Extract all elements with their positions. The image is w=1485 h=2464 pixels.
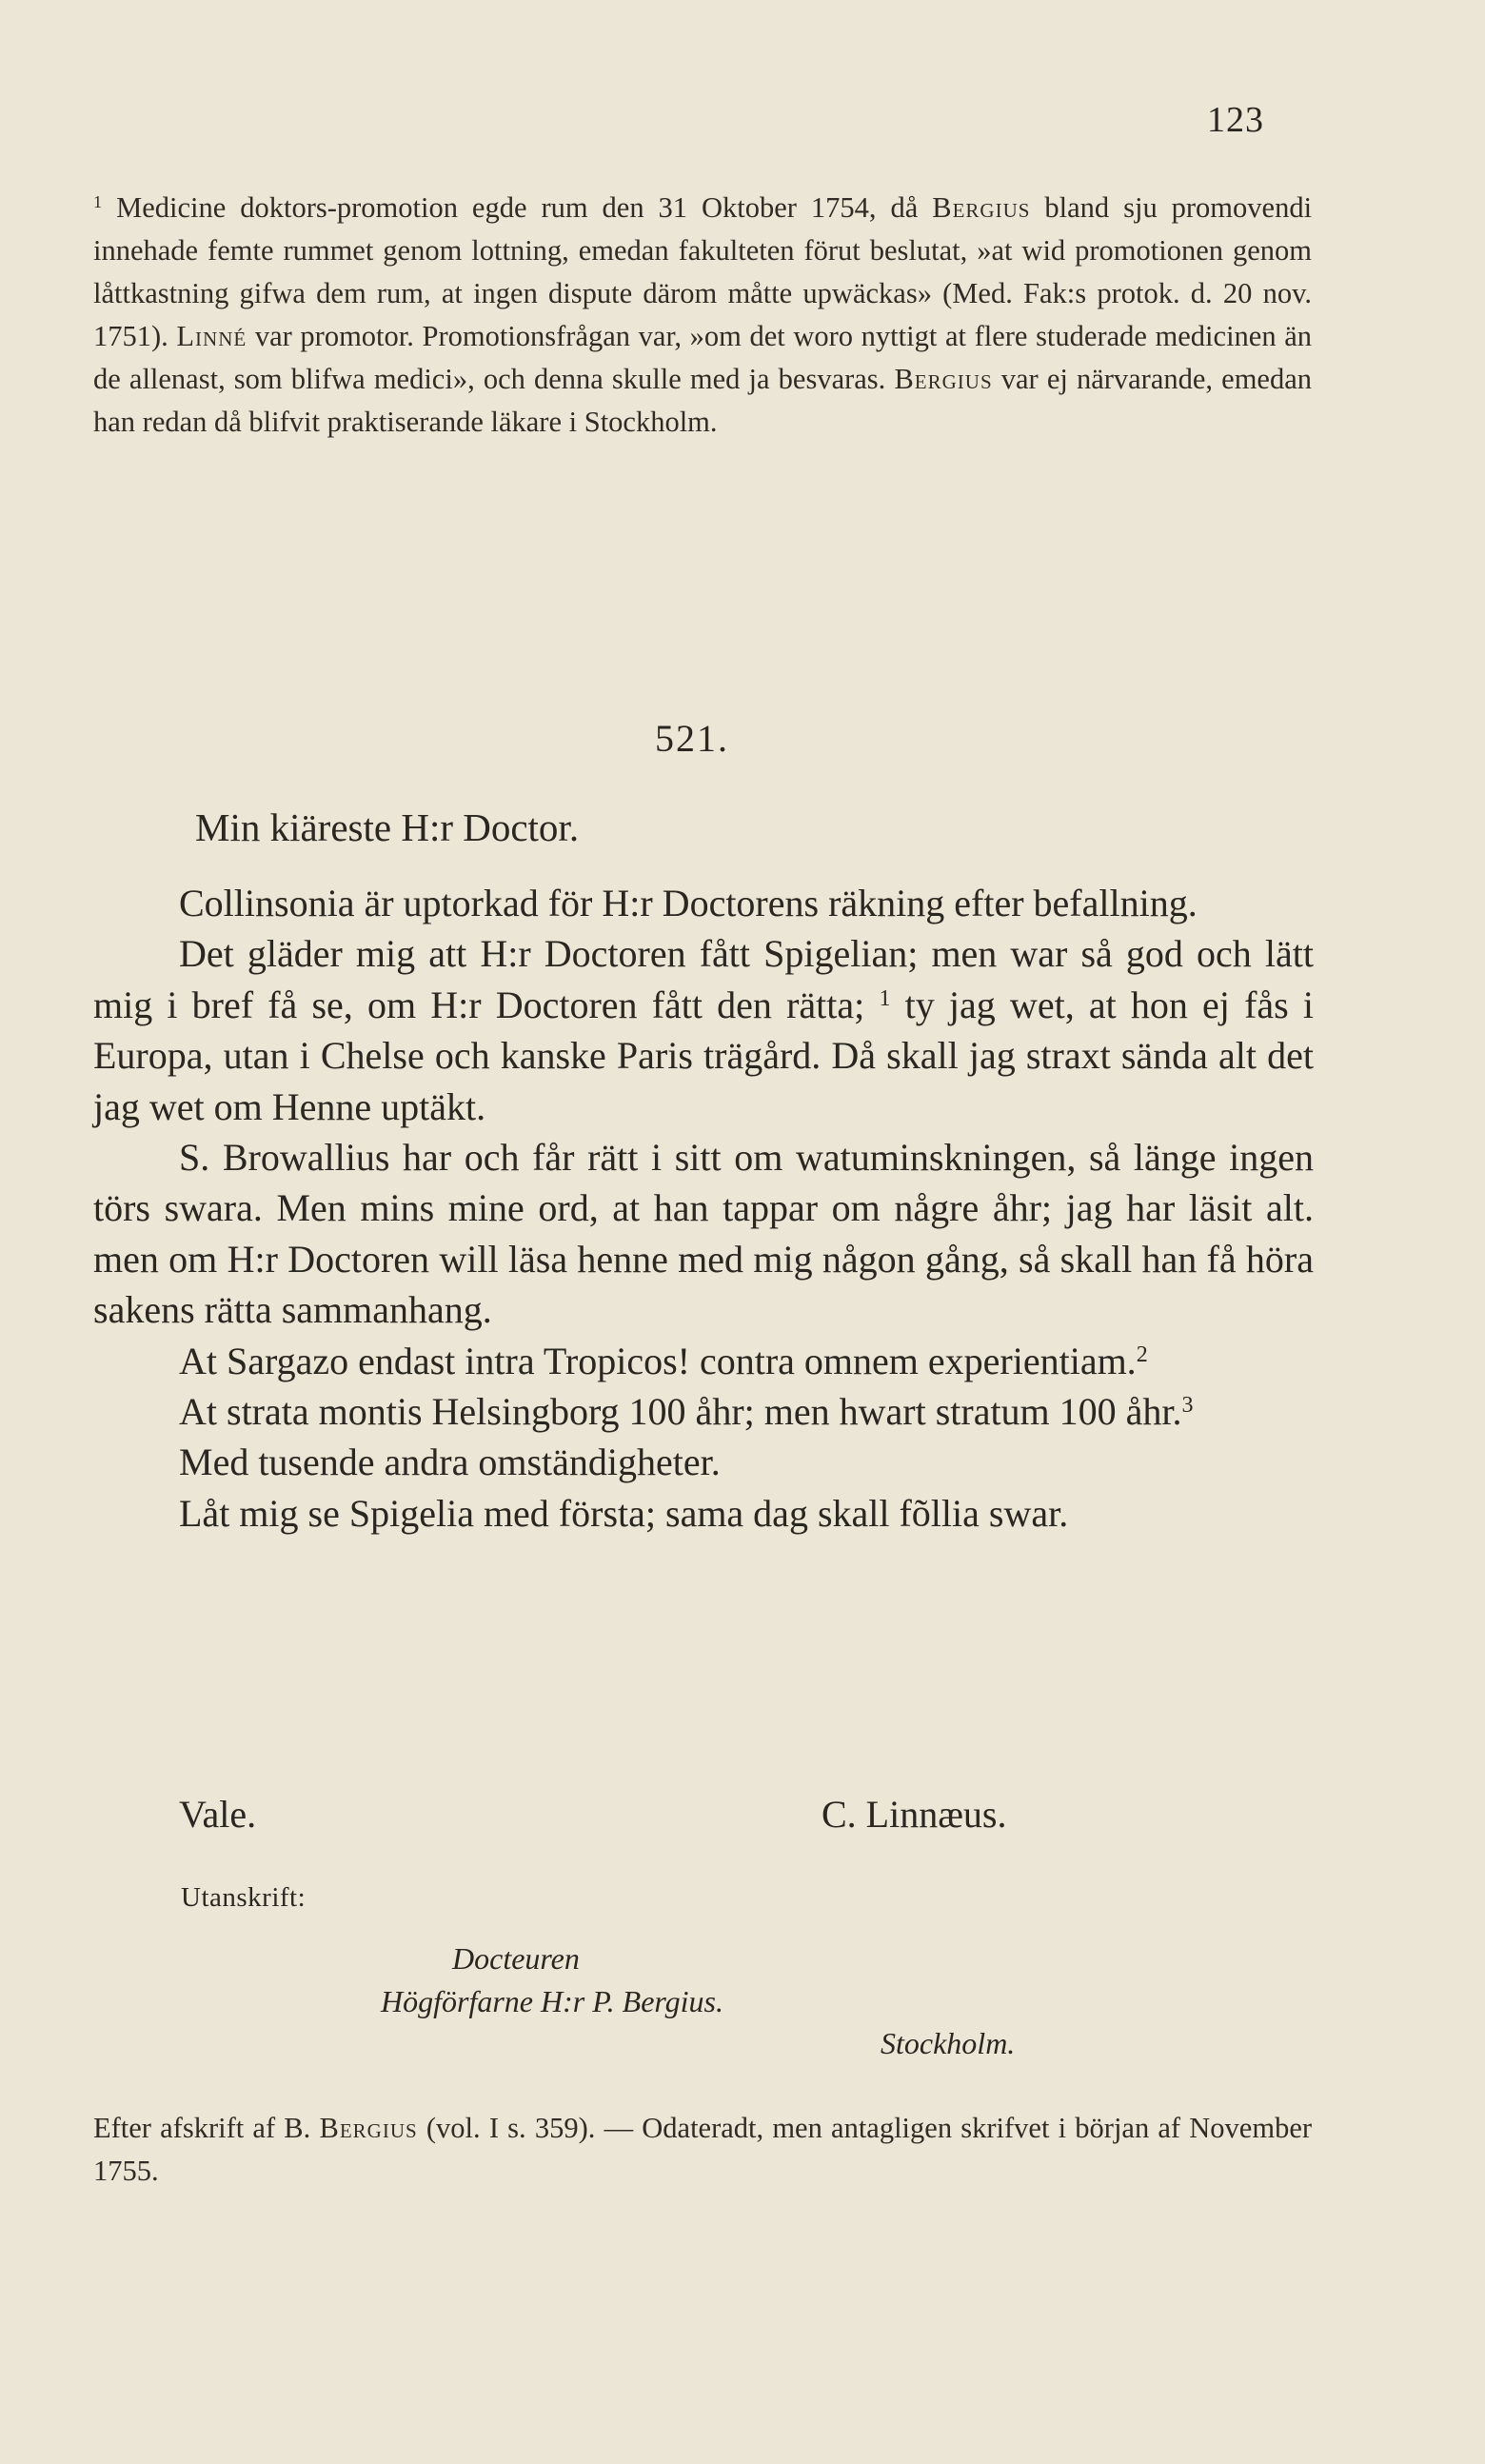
letter-salutation: Min kiäreste H:r Doctor. bbox=[195, 805, 580, 849]
letter-closing: Vale. bbox=[179, 1793, 257, 1836]
address-line-city: Stockholm. bbox=[881, 2026, 1016, 2060]
letter-body bbox=[93, 878, 1314, 1539]
letter-text: At Sargazo endast intra Tropicos! contra omnem experientiam. bbox=[179, 1339, 1137, 1382]
letter-paragraph: Collinsonia är uptorkad för H:r Doctorens räkning efter befallning. bbox=[179, 882, 1198, 924]
footnote-reference: 2 bbox=[1136, 1341, 1148, 1367]
source-note-name: Bergius bbox=[319, 2112, 418, 2144]
footnote-text-part1: Medicine doktors-promotion egde rum den 31 Oktober 1754, då bbox=[116, 191, 919, 224]
footnote-reference: 1 bbox=[879, 985, 891, 1011]
letter-number: 521. bbox=[655, 717, 729, 760]
footnote-name-linne: Linné bbox=[176, 320, 248, 352]
address-line-recipient-name: Högförfarne H:r P. Bergius. bbox=[381, 1984, 723, 2018]
address-heading: Utanskrift: bbox=[181, 1882, 307, 1913]
footnote-text-part4: var ej närvarande, emedan han redan då blifvit praktiserande läkare i Stockholm. bbox=[93, 363, 1312, 438]
footnote-text-part3: var promotor. Promotionsfrågan var, »om det woro nyttigt at flere studerade medicinen än de allenast, som blifwa medici», och denna skulle med ja besvaras. bbox=[93, 320, 1312, 395]
footnote bbox=[93, 187, 1312, 444]
letter-text: ty jag wet, at hon ej fås i Europa, utan i Chelse och kanske Paris trägård. Då skall jag straxt sända alt det jag wet om Henne uptäkt. bbox=[93, 983, 1315, 1128]
letter-paragraph bbox=[93, 1336, 1314, 1386]
footnote-name-bergius: Bergius bbox=[932, 191, 1031, 224]
source-note bbox=[93, 2107, 1312, 2193]
page-number: 123 bbox=[1207, 100, 1264, 140]
footnote-name-bergius-2: Bergius bbox=[894, 363, 993, 395]
source-note-part1: Efter afskrift af B. bbox=[93, 2112, 311, 2144]
letter-paragraph: Med tusende andra omständigheter. bbox=[179, 1441, 721, 1484]
source-note-part2: (vol. I s. 359). — Odateradt, men antagligen skrifvet i början af November 1755. bbox=[93, 2112, 1313, 2187]
letter-paragraph bbox=[93, 1386, 1314, 1437]
letter-text: At strata montis Helsingborg 100 åhr; men hwart stratum 100 åhr. bbox=[179, 1390, 1182, 1434]
letter-closing-line bbox=[179, 1792, 1131, 1837]
address-line-recipient-title: Docteuren bbox=[452, 1941, 580, 1976]
letter-paragraph: Låt mig se Spigelia med första; sama dag skall fõllia swar. bbox=[179, 1491, 1069, 1535]
letter-signature: C. Linnæus. bbox=[822, 1793, 1007, 1836]
footnote-reference: 3 bbox=[1181, 1392, 1194, 1418]
letter-text: Det gläder mig att H:r Doctoren fått Spigelian; men war så god och lätt mig i bref få se, om H:r Doctoren fått den rätta; bbox=[93, 932, 1314, 1026]
letter-paragraph: S. Browallius har och får rätt i sitt om watuminskningen, så länge ingen törs swara. Men mins mine ord, at han tappar om någre åhr; jag har läsit alt. men om H:r Doctoren will läsa henne med mig någon gång, så skall han få höra sakens rätta sammanhang. bbox=[93, 1136, 1314, 1332]
letter-paragraph bbox=[93, 928, 1314, 1132]
footnote-marker: 1 bbox=[93, 191, 103, 211]
footnote-text-part2: bland sju promovendi innehade femte rummet genom lottning, emedan fakulteten förut beslutat, »at wid promotionen genom låttkastning gifwa dem rum, at ingen dispute därom måtte upwäckas» (Med. Fak:s protok. d. 20 nov. 1751). bbox=[93, 191, 1313, 352]
